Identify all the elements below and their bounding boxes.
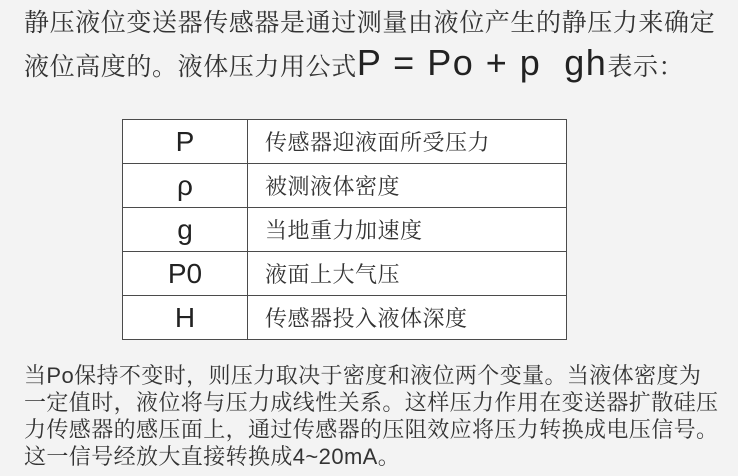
pressure-formula: P = Po + p gh (356, 42, 608, 83)
symbol-cell: P (123, 120, 248, 164)
description-line: 力传感器的感压面上，通过传感器的压阻效应将压力转换成电压信号。 (24, 417, 719, 442)
symbol-table-body (123, 120, 567, 340)
intro-text-line2 (24, 42, 715, 86)
intro-line2-prefix: 液位高度的。液体压力用公式 (24, 53, 357, 81)
description-line: 一定值时，液位将与压力成线性关系。这样压力作用在变送器扩散硅压 (24, 390, 719, 415)
table-row (123, 296, 567, 340)
symbol-definition-table (122, 119, 567, 340)
description-cell: 被测液体密度 (248, 164, 567, 208)
intro-text-line1: 静压液位变送器传感器是通过测量由液位产生的静压力来确定 (24, 9, 716, 37)
description-line: 这一信号经放大直接转换成4~20mA。 (24, 444, 401, 469)
description-cell: 传感器投入液体深度 (248, 296, 567, 340)
symbol-cell: P0 (123, 252, 248, 296)
intro-line2-suffix: 表示： (607, 53, 685, 81)
description-cell: 当地重力加速度 (248, 208, 567, 252)
description-cell: 液面上大气压 (248, 252, 567, 296)
table-row (123, 120, 567, 164)
description-paragraph (24, 362, 718, 470)
symbol-cell: g (123, 208, 248, 252)
symbol-cell: H (123, 296, 248, 340)
table-row (123, 252, 567, 296)
intro-paragraph (24, 4, 715, 86)
description-line: 当Po保持不变时，则压力取决于密度和液位两个变量。当液体密度为 (24, 363, 702, 388)
table-row (123, 164, 567, 208)
table-row (123, 208, 567, 252)
symbol-cell: ρ (123, 164, 248, 208)
description-cell: 传感器迎液面所受压力 (248, 120, 567, 164)
